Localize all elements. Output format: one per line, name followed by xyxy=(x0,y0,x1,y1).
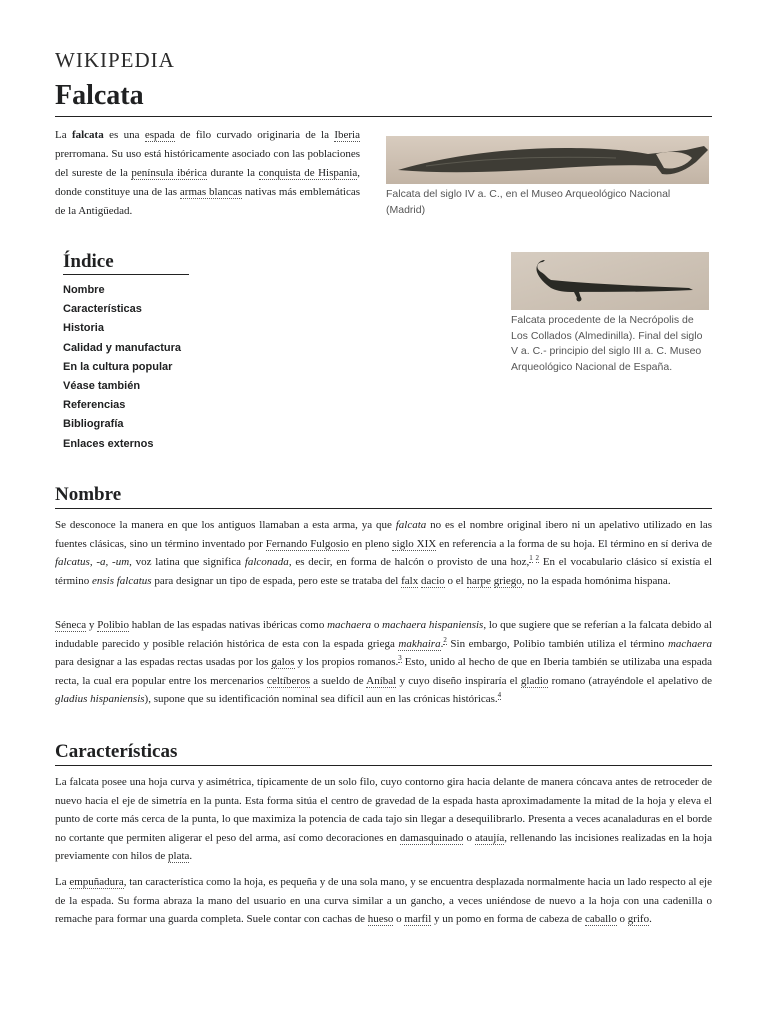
link-celtiberos[interactable]: celtíberos xyxy=(267,674,310,687)
link-caballo[interactable]: caballo xyxy=(584,913,617,925)
falcata-photo-1[interactable] xyxy=(386,136,709,184)
link-damasquinado[interactable]: damasquinado xyxy=(399,831,464,844)
link-fernando-fulgosio[interactable]: Fernando Fulgosio xyxy=(265,537,349,550)
paragraph-nombre-2: Séneca y Polibio hablan de las espadas nativas ibéricas como machaera o machaera hispaniensis, lo que sugiere que se referían a la falcata debido al indudable parecido y posible relación histórica de esta con la espada griega makhaira.$^2$ Sin embargo, Polibio también utiliza el término machaera para designar a las espadas rectas usadas por los galos y los propios romanos.$^3$ Esto, unido al hecho de que en Iberia también se utilizaba una espada recta, la cual era popular entre los mercenarios celtíberos a sueldo de Aníbal y cuyo diseño inspiraría el gladio romano (atrayéndole el apelativo de gladius hispaniensis), supone que su identificación nominal sea difícil aun en las crónicas históricas.$^4$ xyxy=(55,619,712,705)
link-polibio[interactable]: Polibio xyxy=(97,619,129,631)
paragraph-caracteristicas-1: La falcata posee una hoja curva y asimétrica, típicamente de un solo filo, cuyo contorno gira hacia delante de manera cóncava antes de retroceder de nuevo hacia el eje de simetría en la punta. Esta forma sitúa el centro de gravedad de la espada hasta aproximadamente la mitad de la hoja y eleva el punto de corte más cerca de la punta, lo que maximiza la potencia de cada tajo sin llegar a desequilibrarlo. Presenta a veces acanaladuras en el borde no cortante que permiten aligerar el peso del arma, así como decoraciones en damasquinado o ataujía, rellenando las incisiones realizadas en la hoja previamente con hilos de plata. xyxy=(55,776,712,862)
wikipedia-logo[interactable]: WIKIPEDIA xyxy=(55,48,175,72)
link-griego[interactable]: griego xyxy=(493,574,522,587)
falcata-photo-2[interactable] xyxy=(511,252,709,310)
toc-item-bibliografia[interactable]: Bibliografía xyxy=(63,418,124,431)
link-makhaira[interactable]: makhaira xyxy=(398,637,441,650)
link-conquista-de-hispania[interactable]: conquista de Hispania xyxy=(258,167,358,179)
ref-3[interactable]: 3 xyxy=(398,654,402,663)
section-heading-nombre: Nombre xyxy=(55,484,712,509)
intro-paragraph: La falcata es una espada de filo curvado originaria de la Iberia prerromana. Su uso está históricamente asociado con las poblaciones del sureste de la península ibérica durante la conquista de Hispania, donde constituye una de las armas blancas nativas más emblemáticas de la Antigüedad. xyxy=(55,129,360,217)
table-of-contents xyxy=(63,251,263,454)
figure-caption: Falcata procedente de la Necrópolis de Los Collados (Almedinilla). Final del siglo V a. C.- principio del siglo III a. C. Museo Arqueológico Nacional de España. xyxy=(511,314,703,373)
link-armas-blancas[interactable]: armas blancas xyxy=(179,186,243,198)
ref-2[interactable]: 2 xyxy=(443,635,447,644)
ref-4[interactable]: 4 xyxy=(497,691,502,700)
link-gladio[interactable]: gladio xyxy=(520,674,549,687)
toc-item-cultura-popular[interactable]: En la cultura popular xyxy=(63,360,173,373)
bold-term: falcata xyxy=(71,129,104,141)
figure-falcata-almedinilla xyxy=(511,252,709,375)
figure-caption: Falcata del siglo IV a. C., en el Museo Arqueológico Nacional (Madrid) xyxy=(386,188,671,216)
link-dacio[interactable]: dacio xyxy=(420,574,445,587)
ref-1[interactable]: 1 xyxy=(529,554,533,563)
toc-item-referencias[interactable]: Referencias xyxy=(63,399,126,412)
figure-falcata-madrid xyxy=(386,136,709,218)
toc-item-nombre[interactable]: Nombre xyxy=(63,284,105,296)
link-grifo[interactable]: grifo xyxy=(627,913,650,925)
link-hueso[interactable]: hueso xyxy=(367,913,394,925)
link-siglo-xix[interactable]: siglo XIX xyxy=(392,537,437,550)
link-falx[interactable]: falx xyxy=(401,574,419,587)
link-iberia[interactable]: Iberia xyxy=(334,129,360,141)
paragraph-nombre-1: Se desconoce la manera en que los antiguos llamaban a esta arma, ya que falcata no es el nombre original ibero ni un apelativo utilizado en las fuentes clásicas, sino un término inventado por Fernando Fulgosio en pleno siglo XIX en referencia a la forma de su hoja. El término en sí deriva de falcatus, -a, -um, voz latina que significa falconada, es decir, en forma de halcón o provisto de una hoz,$^{1 2}$ En el vocabulario clásico sí existía el término ensis falcatus para designar un tipo de espada, pero este se trataba del falx dacio o el harpe griego, no la espada homónima hispana. xyxy=(55,519,713,587)
link-marfil[interactable]: marfil xyxy=(404,913,432,925)
link-seneca[interactable]: Séneca xyxy=(55,619,87,631)
link-plata[interactable]: plata xyxy=(168,850,190,862)
toc-title: Índice xyxy=(63,251,189,275)
link-peninsula-iberica[interactable]: península ibérica xyxy=(131,167,208,179)
toc-item-caracteristicas[interactable]: Características xyxy=(63,303,142,316)
link-empunadura[interactable]: empuñadura xyxy=(69,876,124,888)
toc-item-historia[interactable]: Historia xyxy=(63,322,104,335)
link-harpe[interactable]: harpe xyxy=(466,574,491,587)
ref-2[interactable]: 2 xyxy=(535,554,540,563)
link-ataujia[interactable]: ataujía xyxy=(474,831,505,844)
link-anibal[interactable]: Aníbal xyxy=(366,674,397,687)
toc-item-vease-tambien[interactable]: Véase también xyxy=(63,380,141,393)
link-galos[interactable]: galos xyxy=(271,656,295,668)
page-title: Falcata xyxy=(55,80,712,117)
toc-item-enlaces-externos[interactable]: Enlaces externos xyxy=(63,437,154,450)
toc-item-calidad[interactable]: Calidad y manufactura xyxy=(63,341,181,354)
section-heading-caracteristicas: Características xyxy=(55,741,712,766)
link-espada[interactable]: espada xyxy=(144,129,175,141)
paragraph-caracteristicas-2: La empuñadura, tan característica como la hoja, es pequeña y de una sola mano, y se encuentra desplazada normalmente hacia un lado respecto al eje de la espada. Su forma abraza la mano del usuario en una curva similar a un gancho, a veces uniéndose de nuevo a la hoja con una cadenilla o remache para formar una guarda completa. Suele contar con cachas de hueso o marfil y un pomo en forma de cabeza de caballo o grifo. xyxy=(55,876,712,925)
